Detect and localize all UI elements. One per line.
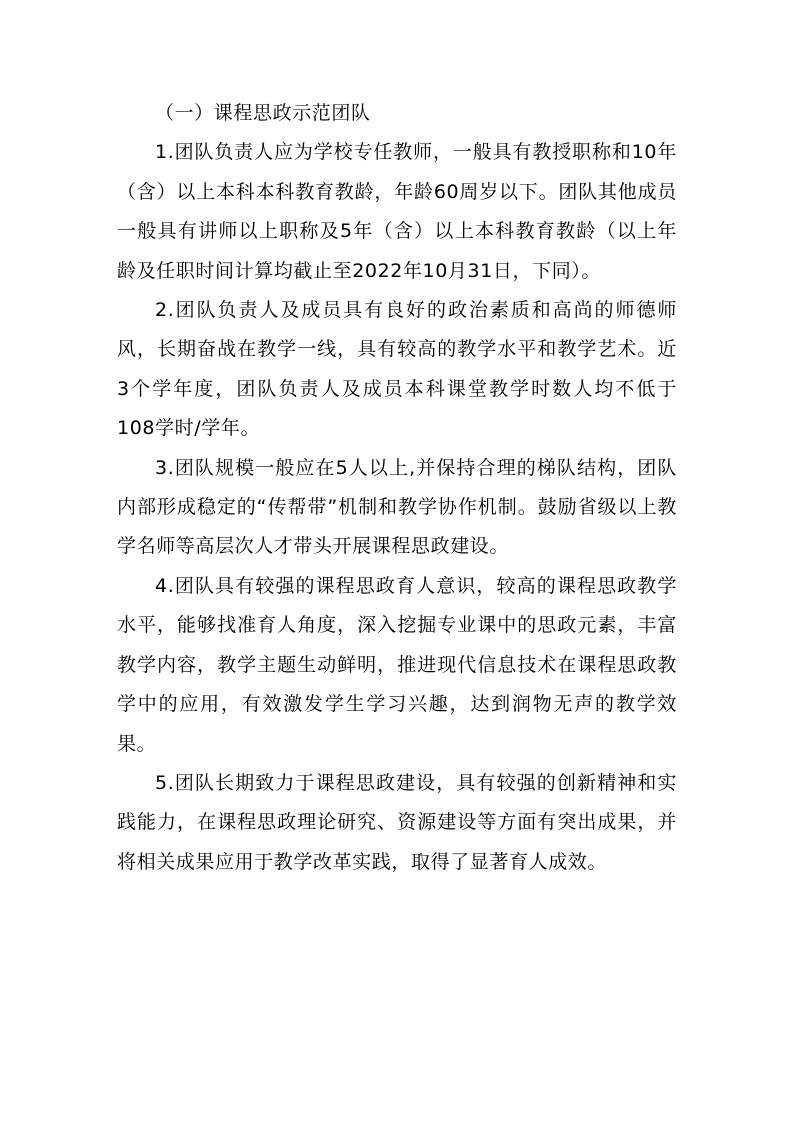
paragraph-1: 1.团队负责人应为学校专任教师，一般具有教授职称和10年（含）以上本科本科教育教龄，年龄60周岁以下。团队其他成员一般具有讲师以上职称及5年（含）以上本科教育教龄（以上年龄及任职时间计算均截止至2022年10月31日，下同）。 <box>117 141 677 282</box>
paragraph-4: 4.团队具有较强的课程思政育人意识，较高的课程思政教学水平，能够找准育人角度，深入挖掘专业课中的思政元素，丰富教学内容，教学主题生动鲜明，推进现代信息技术在课程思政教学中的应用，有效激发学生学习兴趣，达到润物无声的教学效果。 <box>117 574 677 755</box>
document-body <box>117 94 677 882</box>
paragraph-3: 3.团队规模一般应在5人以上,并保持合理的梯队结构，团队内部形成稳定的“传帮带”机制和教学协作机制。鼓励省级以上教学名师等高层次人才带头开展课程思政建设。 <box>117 456 677 558</box>
section-heading: （一）课程思政示范团队 <box>155 102 371 124</box>
paragraph-5: 5.团队长期致力于课程思政建设，具有较强的创新精神和实践能力，在课程思政理论研究、资源建设等方面有突出成果，并将相关成果应用于教学改革实践，取得了显著育人成效。 <box>117 771 677 873</box>
paragraph-2: 2.团队负责人及成员具有良好的政治素质和高尚的师德师风，长期奋战在教学一线，具有较高的教学水平和教学艺术。近3个学年度，团队负责人及成员本科课堂教学时数人均不低于108学时/学年。 <box>117 299 677 440</box>
